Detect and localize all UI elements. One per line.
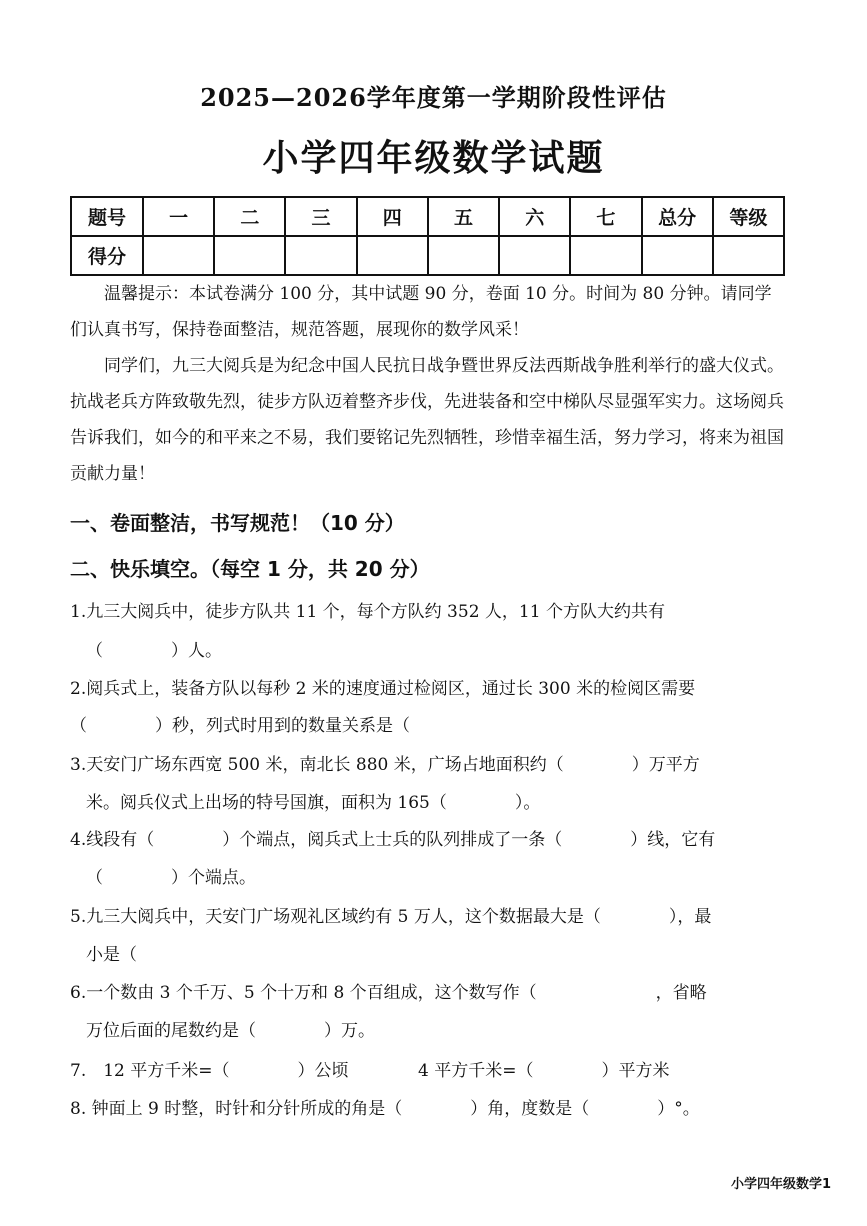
score-header-cell: 七 [570,197,641,236]
question-3-line-2: 米。阅兵仪式上出场的特号国旗，面积为 165（ ）。 [86,793,541,813]
question-5-line-2: 小是（ [86,945,137,965]
score-header-cell: 四 [357,197,428,236]
score-input-cell[interactable] [214,236,285,275]
exam-title: 小学四年级数学试题 [262,138,605,179]
score-table-header-row [71,197,784,236]
intro-paragraph: 同学们，九三大阅兵是为纪念中国人民抗日战争暨世界反法西斯战争胜利举行的盛大仪式。抗战老兵方阵致敬先烈，徒步方队迈着整齐步伐，先进装备和空中梯队尽显强军实力。这场阅兵告诉我们，如今的和平来之不易，我们要铭记先烈牺牲，珍惜幸福生活，努力学习，将来为祖国贡献力量！ [70,356,784,484]
score-input-cell[interactable] [642,236,713,275]
question-6-line-2: 万位后面的尾数约是（ ）万。 [86,1021,375,1041]
warm-tip: 温馨提示：本试卷满分 100 分，其中试题 90 分，卷面 10 分。时间为 80 分钟。请同学们认真书写，保持卷面整洁，规范答题，展现你的数学风采！ [70,284,772,340]
score-table [70,196,785,276]
score-input-cell[interactable] [357,236,428,275]
score-header-cell: 一 [143,197,214,236]
score-header-cell: 等级 [713,197,784,236]
section-one-heading: 一、卷面整洁，书写规范！（10 分） [70,511,405,535]
question-5-line-1: 5.九三大阅兵中，天安门广场观礼区域约有 5 万人，这个数据最大是（ ），最 [70,907,712,927]
score-header-cell: 五 [428,197,499,236]
question-1-line-2: （ ）人。 [86,641,222,661]
score-header-cell: 三 [285,197,356,236]
question-4-line-1: 4.线段有（ ）个端点，阅兵式上士兵的队列排成了一条（ ）线，它有 [70,830,716,850]
page-footer: 小学四年级数学1 [730,1177,831,1192]
score-header-cell: 二 [214,197,285,236]
score-input-cell[interactable] [713,236,784,275]
question-7-part-a: 7. 12 平方千米=（ ）公顷 [70,1061,349,1081]
score-input-cell[interactable] [570,236,641,275]
question-8: 8. 钟面上 9 时整，时针和分针所成的角是（ ）角，度数是（ ）°。 [70,1099,700,1119]
score-row-label: 得分 [71,236,143,275]
score-input-cell[interactable] [143,236,214,275]
score-header-cell: 总分 [642,197,713,236]
exam-subtitle: 2025—2026学年度第一学期阶段性评估 [200,83,667,112]
score-header-cell: 六 [499,197,570,236]
question-7-part-b: 4 平方千米=（ ）平方米 [418,1061,670,1081]
question-6-line-1: 6.一个数由 3 个千万、5 个十万和 8 个百组成，这个数写作（ ，省略 [70,983,707,1003]
question-4-line-2: （ ）个端点。 [86,868,256,888]
score-input-cell[interactable] [285,236,356,275]
score-input-cell[interactable] [499,236,570,275]
score-input-cell[interactable] [428,236,499,275]
question-2-line-2: （ ）秒，列式时用到的数量关系是（ [70,716,410,736]
question-1-line-1: 1.九三大阅兵中，徒步方队共 11 个，每个方队约 352 人，11 个方队大约共有 [70,602,665,622]
question-3-line-1: 3.天安门广场东西宽 500 米，南北长 880 米，广场占地面积约（ ）万平方 [70,755,700,775]
section-two-heading: 二、快乐填空。（每空 1 分，共 20 分） [70,557,430,581]
question-2-line-1: 2.阅兵式上，装备方队以每秒 2 米的速度通过检阅区，通过长 300 米的检阅区需要 [70,679,696,699]
score-table-score-row [71,236,784,275]
score-header-cell: 题号 [71,197,143,236]
